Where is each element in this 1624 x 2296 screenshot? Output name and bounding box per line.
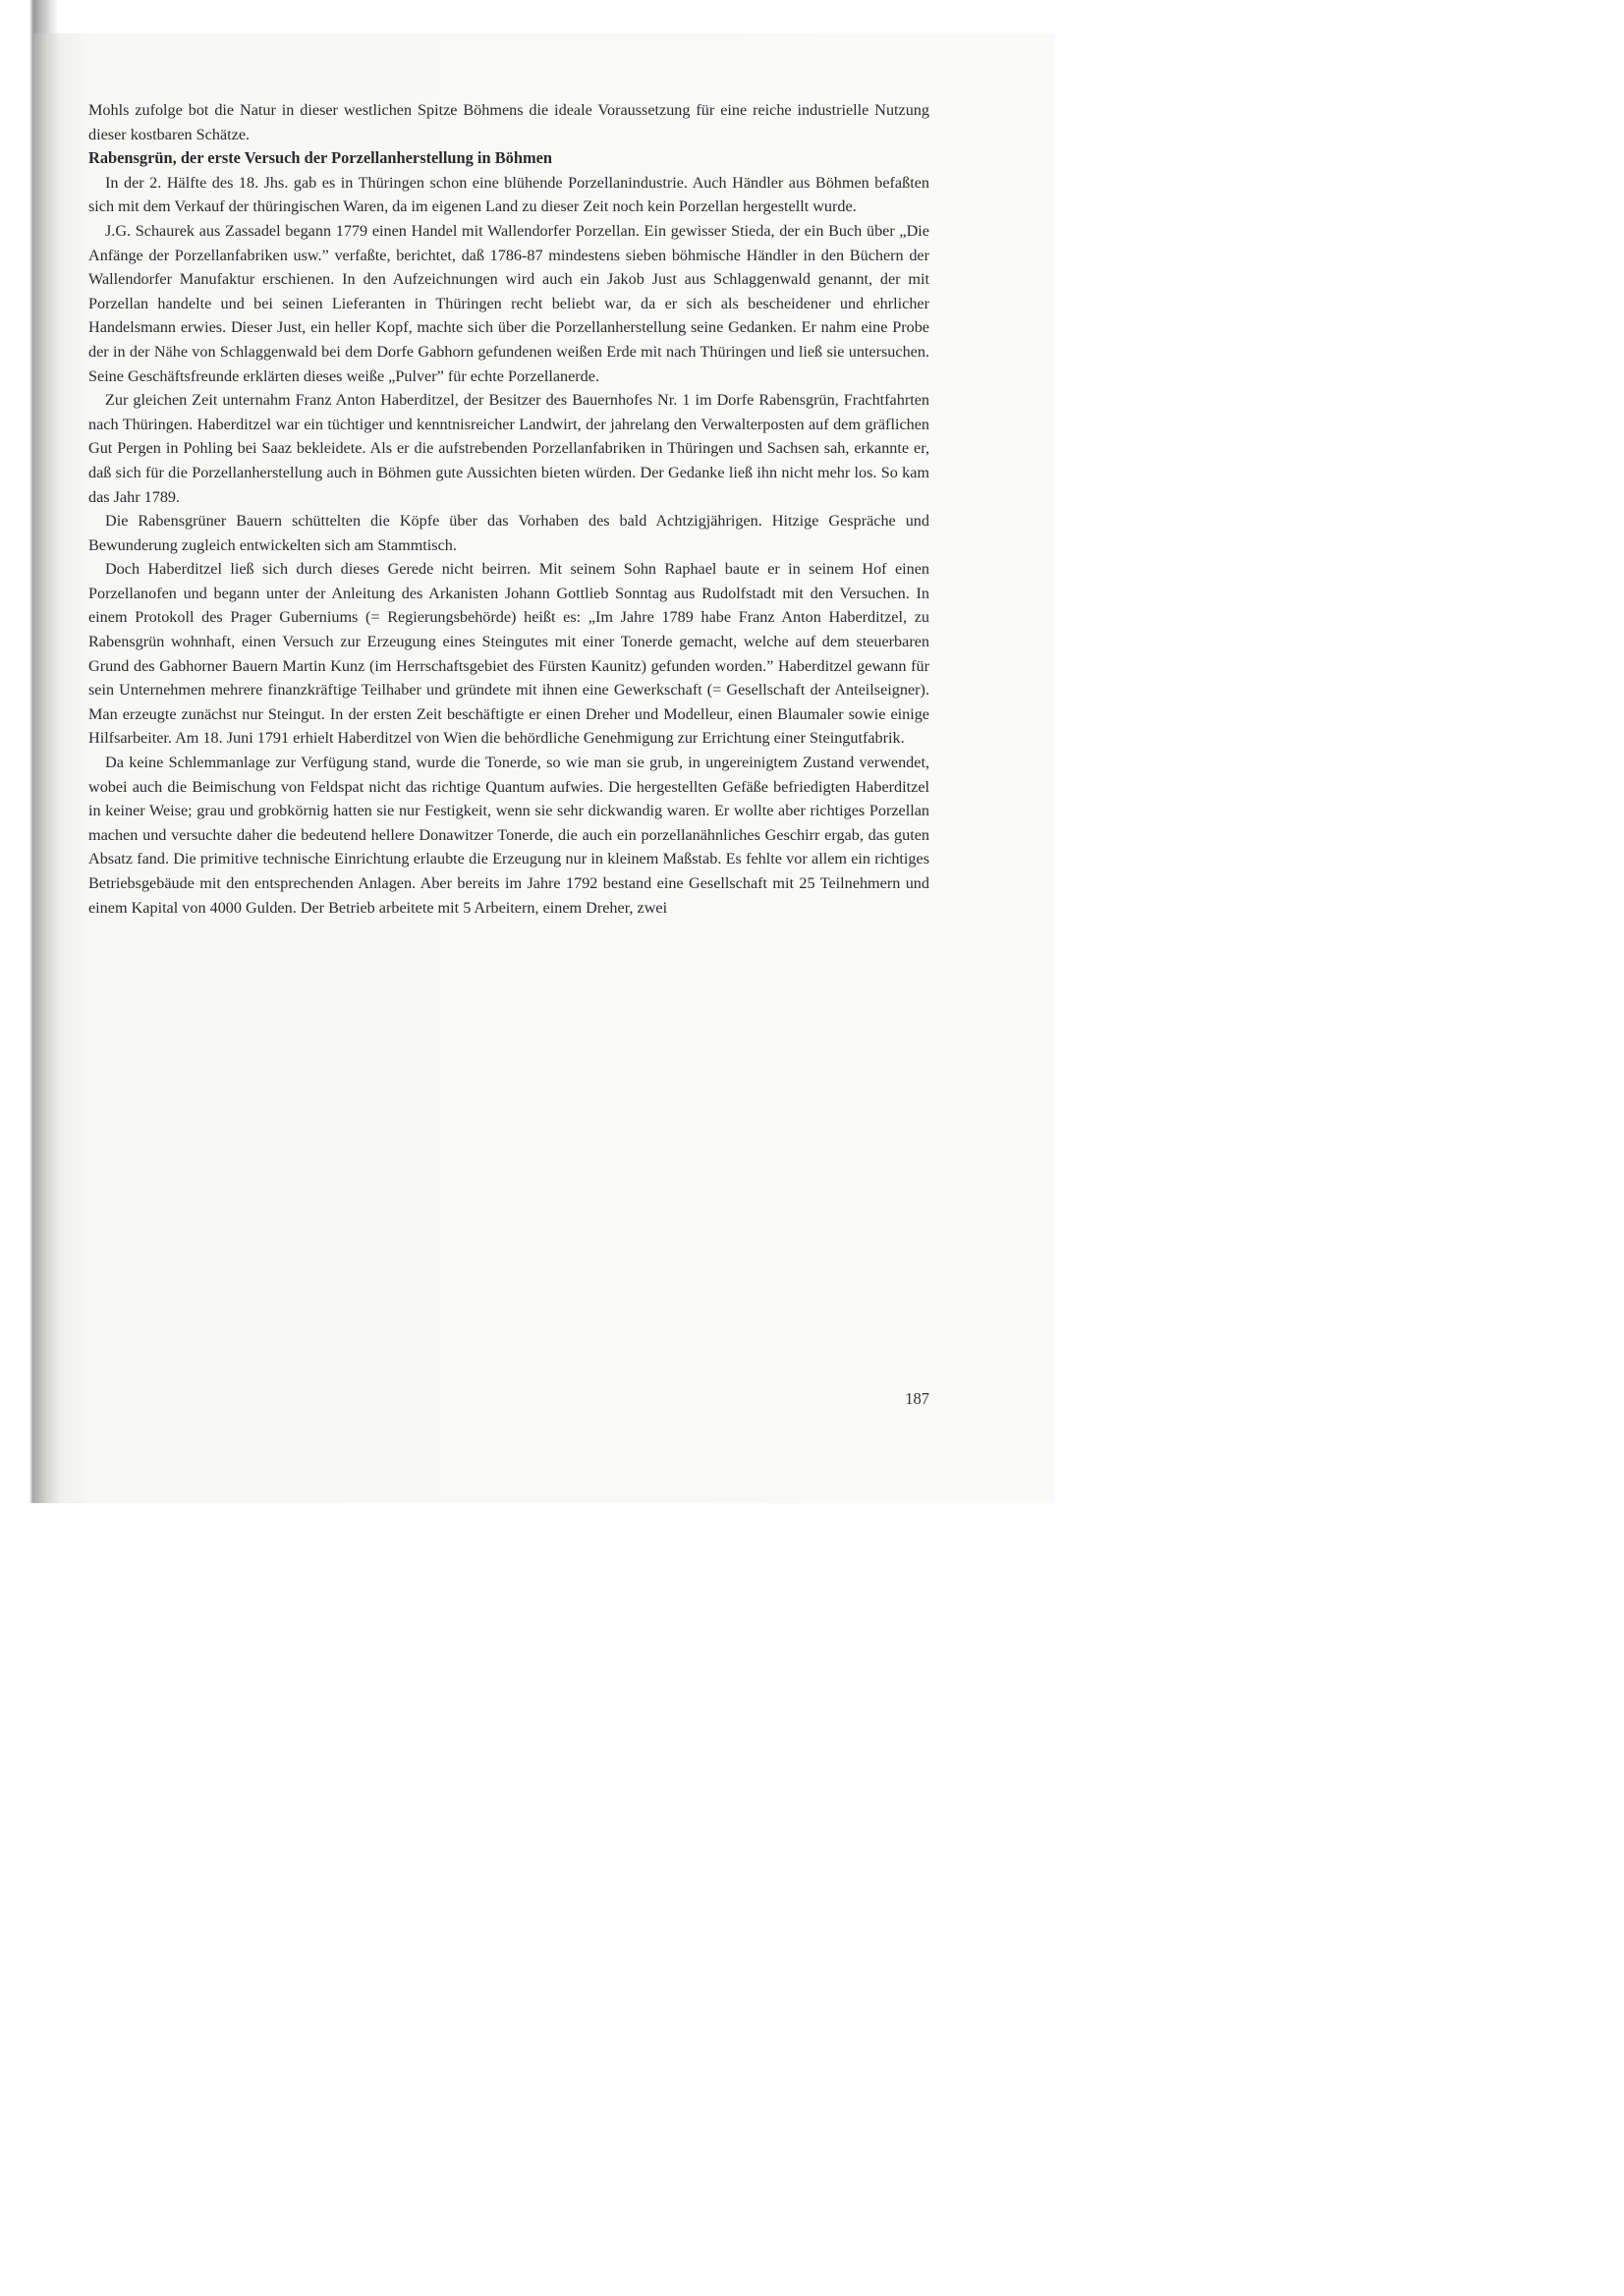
page-number: 187 bbox=[905, 1389, 929, 1408]
body-paragraph: Da keine Schlemmanlage zur Verfügung stand, wurde die Tonerde, so wie man sie grub, in ungereinigtem Zustand verwendet, wobei auch die Beimischung von Feldspat nicht das richtige Quantum aufwies. Die hergestellten Gefäße befriedigten Haberditzel in keiner Weise; grau und grobkörnig hatten sie nur Festigkeit, wenn sie sehr dickwandig waren. Er wollte aber richtiges Porzellan machen und versuchte daher die bedeutend hellere Donawitzer Tonerde, die auch ein porzellanähnliches Geschirr ergab, das guten Absatz fand. Die primitive technische Einrichtung erlaubte die Erzeugung nur in kleinem Maßstab. Es fehlte vor allem ein richtiges Betriebsgebäude mit den entsprechenden Anlagen. Aber bereits im Jahre 1792 bestand eine Gesellschaft mit 25 Teilnehmern und einem Kapital von 4000 Gulden. Der Betrieb arbeitete mit 5 Arbeitern, einem Dreher, zwei bbox=[88, 754, 929, 917]
page-body bbox=[88, 98, 929, 920]
body-paragraph: J.G. Schaurek aus Zassadel begann 1779 einen Handel mit Wallendorfer Porzellan. Ein gewisser Stieda, der ein Buch über „Die Anfänge der Porzellanfabriken usw.” verfaßte, berichtet, daß 1786-87 mindestens sieben böhmische Händler in den Büchern der Wallendorfer Manufaktur erschienen. In den Aufzeichnungen wird auch ein Jakob Just aus Schlaggenwald genannt, der mit Porzellan handelte und bei seinen Lieferanten in Thüringen recht beliebt war, da er sich als bescheidener und ehrlicher Handelsmann erwies. Dieser Just, ein heller Kopf, machte sich über die Porzellanherstellung seine Gedanken. Er nahm eine Probe der in der Nähe von Schlaggenwald bei dem Dorfe Gabhorn gefundenen weißen Erde mit nach Thüringen und ließ sie untersuchen. Seine Geschäftsfreunde erklärten dieses weiße „Pulver” für echte Porzellanerde. bbox=[88, 221, 929, 385]
intro-paragraph: Mohls zufolge bot die Natur in dieser westlichen Spitze Böhmens die ideale Voraussetzung für eine reiche industrielle Nutzung dieser kostbaren Schätze. bbox=[88, 101, 929, 143]
section-heading: Rabensgrün, der erste Versuch der Porzellanherstellung in Böhmen bbox=[88, 148, 552, 168]
scan-bottom-margin bbox=[0, 1503, 1082, 1533]
body-paragraph: Zur gleichen Zeit unternahm Franz Anton Haberditzel, der Besitzer des Bauernhofes Nr. 1 im Dorfe Rabensgrün, Frachtfahrten nach Thüringen. Haberditzel war ein tüchtiger und kenntnisreicher Landwirt, der jahrelang den Verwalterposten auf dem gräflichen Gut Pergen in Pohling bei Saaz bekleidete. Als er die aufstrebenden Porzellanfabriken in Thüringen und Sachsen sah, erkannte er, daß sich für die Porzellanherstellung auch in Böhmen gute Aussichten bieten würden. Der Gedanke ließ ihn nicht mehr los. So kam das Jahr 1789. bbox=[88, 391, 929, 506]
body-paragraph: Die Rabensgrüner Bauern schüttelten die Köpfe über das Vorhaben des bald Achtzigjährigen. Hitzige Gespräche und Bewunderung zugleich entwickelten sich am Stammtisch. bbox=[88, 512, 929, 554]
body-paragraph: In der 2. Hälfte des 18. Jhs. gab es in Thüringen schon eine blühende Porzellanindustrie. Auch Händler aus Böhmen befaßten sich mit dem Verkauf der thüringischen Waren, da im eigenen Land zu dieser Zeit noch kein Porzellan hergestellt wurde. bbox=[88, 173, 929, 216]
body-paragraph: Doch Haberditzel ließ sich durch dieses Gerede nicht beirren. Mit seinem Sohn Raphael baute er in seinem Hof einen Porzellanofen und begann unter der Anleitung des Arkanisten Johann Gottlieb Sonntag aus Rudolfstadt mit den Versuchen. In einem Protokoll des Prager Guberniums (= Regierungsbehörde) heißt es: „Im Jahre 1789 habe Franz Anton Haberditzel, zu Rabensgrün wohnhaft, einen Versuch zur Erzeugung eines Steingutes mit einer Tonerde gemacht, welche auf dem steuerbaren Grund des Gabhorner Bauern Martin Kunz (im Herrschaftsgebiet des Fürsten Kaunitz) gefunden worden.” Haberditzel gewann für sein Unternehmen mehrere finanzkräftige Teilhaber und gründete mit ihnen eine Gewerkschaft (= Gesellschaft der Anteilseigner). Man erzeugte zunächst nur Steingut. In der ersten Zeit beschäftigte er einen Dreher und Modelleur, einen Blaumaler sowie einige Hilfsarbeiter. Am 18. Juni 1791 erhielt Haberditzel von Wien die behördliche Genehmigung zur Errichtung einer Steingutfabrik. bbox=[88, 560, 929, 748]
book-page bbox=[33, 33, 1055, 1503]
